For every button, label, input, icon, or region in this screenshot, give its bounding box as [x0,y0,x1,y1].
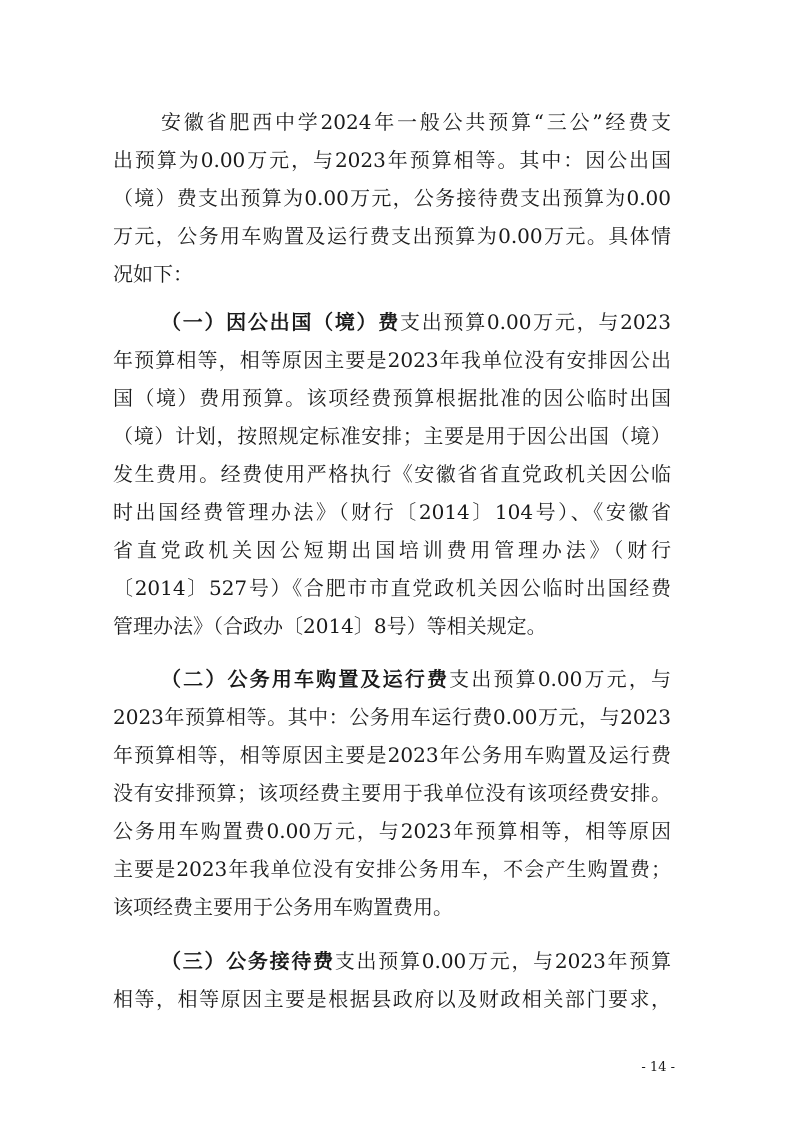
paragraph-3-line-2: 2023年预算相等。其中：公务用车运行费0.00万元，与2023 [113,705,671,729]
paragraph-2-line-5: 发生费用。经费使用严格执行《安徽省省直党政机关因公临 [113,462,671,486]
paragraph-3-line-4: 没有安排预算；该项经费主要用于我单位没有该项经费安排。 [113,781,671,805]
section-2-heading: （二）公务用车购置及运行费 [161,667,450,691]
paragraph-3-line-7: 该项经费主要用于公务用车购置费用。 [113,895,453,919]
paragraph-2-line-4: （境）计划，按照规定标准安排；主要是用于因公出国（境） [113,424,671,448]
section-3-first-line-text: 支出预算0.00万元，与2023年预算 [334,949,671,973]
paragraph-1-line-1: 安徽省肥西中学2024年一般公共预算“三公”经费支 [161,110,671,134]
paragraph-3-line-5: 公务用车购置费0.00万元，与2023年预算相等，相等原因 [113,819,671,843]
paragraph-2-line-1 [161,303,671,341]
page-number: - 14 - [641,1060,675,1075]
paragraph-1-line-3: （境）费支出预算为0.00万元，公务接待费支出预算为0.00 [113,186,671,210]
paragraph-3-line-3: 年预算相等，相等原因主要是2023年公务用车购置及运行费 [113,743,671,767]
paragraph-1-line-2: 出预算为0.00万元，与2023年预算相等。其中：因公出国 [113,148,671,172]
paragraph-3-line-1 [161,660,671,698]
section-1-heading: （一）因公出国（境）费 [161,310,401,334]
section-2-first-line-text: 支出预算0.00万元，与 [449,667,672,691]
paragraph-2-line-6: 时出国经费管理办法》（财行〔2014〕104号）、《安徽省 [113,500,671,524]
paragraph-2-line-2: 年预算相等，相等原因主要是2023年我单位没有安排因公出 [113,348,671,372]
paragraph-3-line-6: 主要是2023年我单位没有安排公务用车，不会产生购置费； [113,857,671,881]
paragraph-4-line-2: 相等，相等原因主要是根据县政府以及财政相关部门要求， [113,987,671,1011]
section-1-first-line-text: 支出预算0.00万元，与2023 [400,310,671,334]
paragraph-2-line-3: 国（境）费用预算。该项经费预算根据批准的因公临时出国 [113,386,671,410]
paragraph-1-line-5: 况如下： [113,262,193,286]
paragraph-1-line-4: 万元，公务用车购置及运行费支出预算为0.00万元。具体情 [113,224,671,248]
paragraph-4-line-1 [161,942,671,980]
paragraph-2-line-7: 省直党政机关因公短期出国培训费用管理办法》（财行 [113,538,671,562]
paragraph-2-line-8: 〔2014〕527号）《合肥市市直党政机关因公临时出国经费 [113,576,671,600]
paragraph-2-line-9: 管理办法》（合政办〔2014〕8号）等相关规定。 [113,614,547,638]
section-3-heading: （三）公务接待费 [161,949,335,973]
